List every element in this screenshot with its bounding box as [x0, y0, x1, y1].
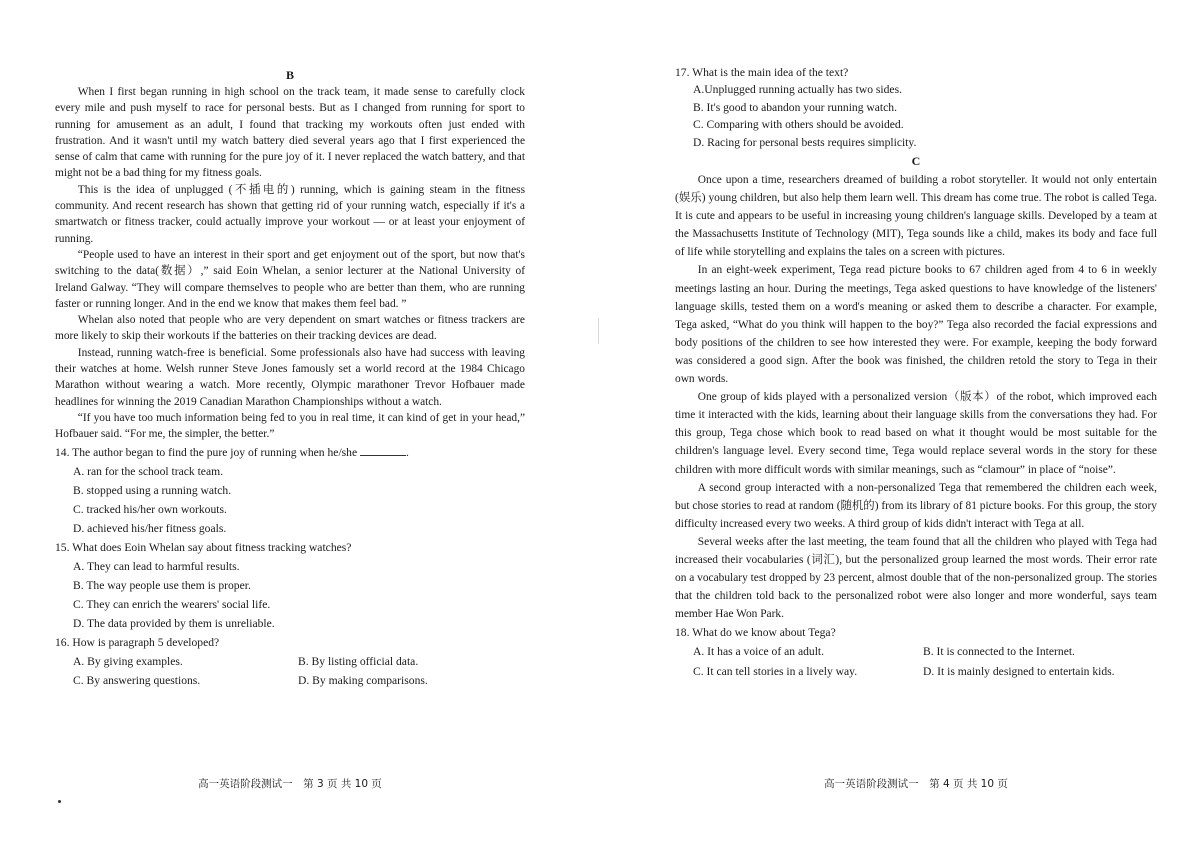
question-16-option-b: B. By listing official data. — [298, 654, 419, 668]
passage-b-paragraph-4: Whelan also noted that people who are very dependent on smart watches or fitness trackers are more likely to skip their workouts if the batteries on their tracking devices are dead. — [55, 314, 525, 343]
passage-c-paragraph-4: A second group interacted with a non-personalized Tega that remembered the children each week, but chose stories to read at random (随机的) from its library of 81 picture books. For this group, the story difficulty increased every two weeks. A third group of kids didn't interact with Tega at all. — [675, 481, 1157, 530]
question-18 — [675, 623, 1157, 681]
section-heading-b: B — [285, 68, 294, 82]
page-4 — [675, 0, 1157, 848]
question-14-option-b: B. stopped using a running watch. — [73, 483, 232, 497]
question-14-option-c: C. tracked his/her own workouts. — [73, 502, 227, 516]
passage-b-paragraph-2: This is the idea of unplugged (不插电的) running, which is gaining steam in the fitness community. And recent research has shown that getting rid of your running watch, especially if it's a smartwatch or fitness tracker, could actually improve your workout — or at least your enjoyment of running. — [55, 183, 525, 245]
passage-b-paragraph-6: “If you have too much information being fed to you in real time, it can kind of get in your head,” Hofbauer said. “For me, the simpler, the better.” — [55, 411, 525, 441]
question-14-option-d: D. achieved his/her fitness goals. — [73, 521, 227, 535]
question-14 — [55, 443, 525, 538]
passage-c-paragraph-1: Once upon a time, researchers dreamed of building a robot storyteller. It would not only entertain (娱乐) young children, but also help them learn well. This dream has come true. The robot is called Tega. It is cute and appears to be useful in increasing young children's language skills. Developed by a team at the Massachusetts Institute of Technology (MIT), Tega sounds like a child, makes its body and face full of life while storytelling and explains the tales on a screen with pictures. — [675, 174, 1157, 259]
question-18-stem: 18. What do we know about Tega? — [675, 626, 836, 640]
answer-blank — [360, 445, 406, 456]
question-15-option-a: A. They can lead to harmful results. — [73, 559, 240, 573]
section-heading-c: C — [911, 154, 921, 168]
page-footer-right: 高一英语阶段测试一 第 4 页 共 10 页 — [824, 778, 1008, 790]
passage-c-paragraph-3: One group of kids played with a personalized version（版本）of the robot, which improved each time it interacted with the kids, learning about their language skills from the conversations they had. For this group, Tega chose which book to read based on what it thought would be most suitable for the children's language level. Every second time, Tega would replace several words in the story for these children with more difficult words with similar meanings, such as “clamour” in place of “noise”. — [675, 391, 1157, 476]
question-18-option-d: D. It is mainly designed to entertain kids. — [923, 664, 1115, 678]
question-17-option-a: A.Unplugged running actually has two sides. — [693, 83, 902, 96]
page-footer-left: 高一英语阶段测试一 第 3 页 共 10 页 — [198, 778, 382, 790]
question-17-option-b: B. It's good to abandon your running watch. — [693, 100, 897, 114]
question-17-stem: 17. What is the main idea of the text? — [675, 66, 849, 79]
question-15-option-b: B. The way people use them is proper. — [73, 578, 251, 592]
question-15-option-d: D. The data provided by them is unreliable. — [73, 616, 275, 630]
question-16-option-c: C. By answering questions. — [73, 674, 201, 688]
passage-b-paragraph-1: When I first began running in high school on the track team, it made sense to carefully clock every mile and push myself to race for personal bests. But as I changed from running for sport to running for amusement as an adult, I found that tracking my workouts often just ended with frustration. And it wasn't until my watch battery died several years ago that I first experienced the sense of calm that came with running for the pure joy of it. I never replaced the watch battery, and that might not be a bad thing for my fitness goals. — [55, 86, 525, 180]
question-17 — [675, 64, 1157, 151]
question-14-stem: 14. The author began to find the pure joy of running when he/she . — [55, 445, 409, 459]
question-18-option-c: C. It can tell stories in a lively way. — [693, 664, 858, 678]
question-15-option-c: C. They can enrich the wearers' social life. — [73, 597, 271, 611]
question-15-stem: 15. What does Eoin Whelan say about fitness tracking watches? — [55, 540, 352, 554]
question-16-stem: 16. How is paragraph 5 developed? — [55, 635, 220, 649]
page-3 — [55, 0, 525, 848]
question-16 — [55, 633, 525, 691]
passage-c-paragraph-2: In an eight-week experiment, Tega read picture books to 67 children aged from 4 to 6 in weekly meetings lasting an hour. During the meetings, Tega asked questions to have knowledge of the listeners' language skills, tested them on a word's meaning or asked them to describe a character. For example, Tega asked, “What do you think will happen to the boy?” Tega also recorded the facial expressions and body positions of the children to see how interested they were. For example, keeping the body forward was considered a good sign. After the book was finished, the children retold the story to Tega in their own words. — [675, 264, 1157, 386]
question-16-option-d: D. By making comparisons. — [298, 674, 428, 688]
question-16-option-a: A. By giving examples. — [73, 654, 183, 668]
question-18-option-a: A. It has a voice of an adult. — [693, 645, 825, 659]
passage-c-paragraph-5: Several weeks after the last meeting, the team found that all the children who played with Tega had increased their vocabularies (词汇), but the personalized group learned the most words. Their error rate on a vocabulary test dropped by 23 percent, almost double that of the non-personalized group. The stories that the children told back to the personalized robot were also longer and more wonderful, says team member Hae Won Park. — [675, 535, 1157, 621]
passage-b-paragraph-5: Instead, running watch-free is beneficial. Some professionals also have had success with leaving their watches at home. Welsh runner Steve Jones famously set a world record at the 1984 Chicago Marathon without wearing a watch. More recently, Olympic marathoner Trevor Hofbauer made headlines for winning the 2019 Canadian Marathon Championships without a watch. — [55, 346, 525, 408]
scan-mark — [598, 318, 599, 344]
question-15 — [55, 538, 525, 633]
question-18-option-b: B. It is connected to the Internet. — [923, 645, 1075, 659]
question-17-option-c: C. Comparing with others should be avoided. — [693, 118, 904, 131]
passage-b-paragraph-3: “People used to have an interest in their sport and get enjoyment out of the sport, but now that's switching to the data(数据）,” said Eoin Whelan, a senior lecturer at the National University of Ireland Galway. “They will compare themselves to people who are better than them, who are running faster or running longer. And in the end we know that makes them feel bad. ” — [55, 248, 525, 310]
question-14-option-a: A. ran for the school track team. — [73, 464, 224, 478]
question-17-option-d: D. Racing for personal bests requires simplicity. — [693, 135, 917, 149]
